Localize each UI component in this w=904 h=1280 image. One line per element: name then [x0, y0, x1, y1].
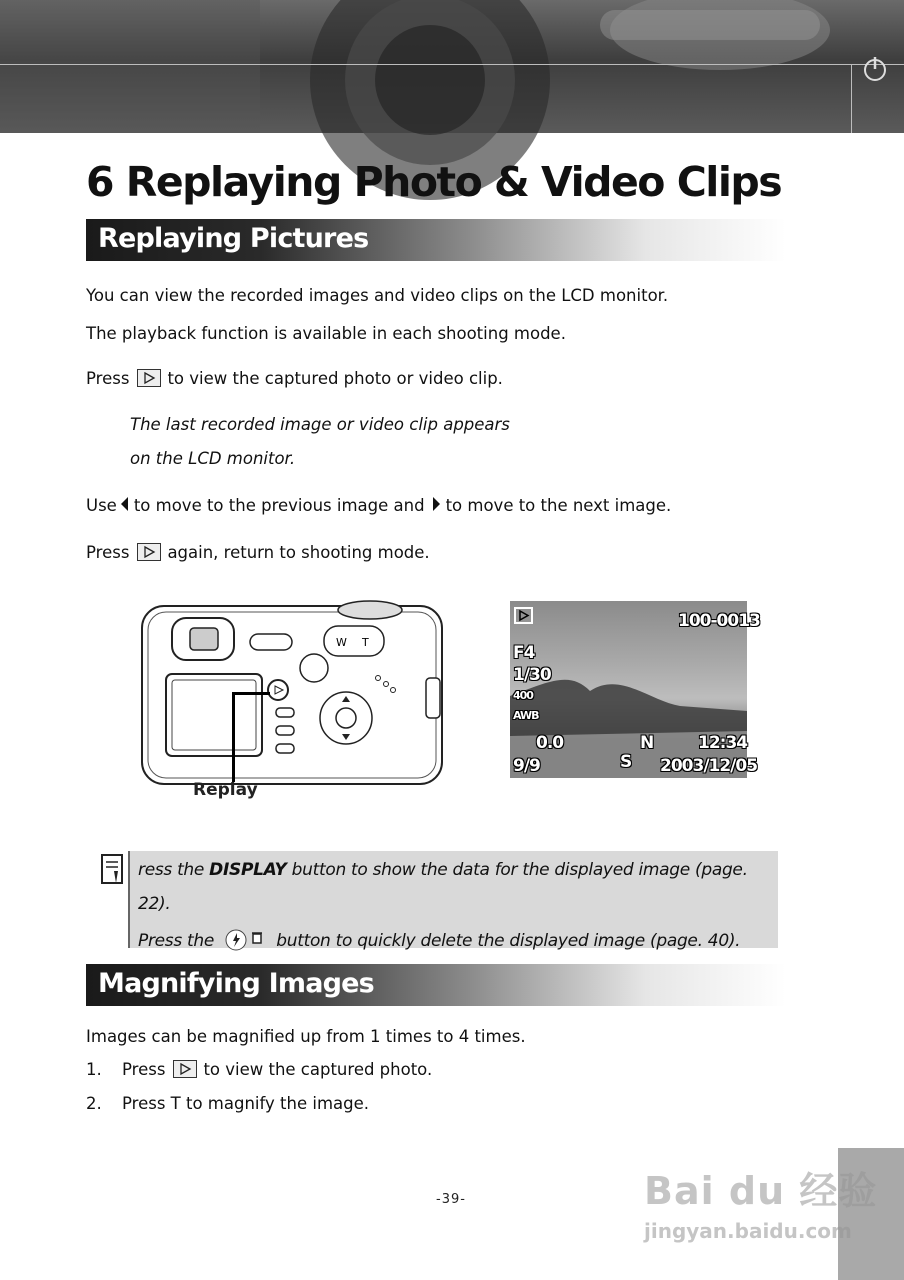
left-arrow-icon — [121, 497, 128, 511]
play-button-icon — [137, 369, 161, 387]
lcd-playback-screen — [510, 601, 760, 778]
chapter-title: 6 Replaying Photo & Video Clips — [86, 158, 782, 206]
paragraph: You can view the recorded images and video clips on the LCD monitor. — [86, 286, 669, 305]
section-heading-bar — [86, 219, 786, 261]
mode-indicator: N — [640, 733, 654, 753]
section-heading: Replaying Pictures — [98, 223, 369, 254]
step-2: 2. Press T to magnify the image. — [86, 1094, 369, 1113]
zoom-w-label: W — [336, 636, 347, 649]
shutter-value: 1/30 — [513, 665, 551, 685]
step-1: 1. Press to view the captured photo. — [86, 1060, 433, 1079]
instruction-press-play: Press to view the captured photo or video clip. — [86, 369, 503, 388]
file-number: 100-0013 — [678, 611, 760, 631]
italic-note: on the LCD monitor. — [130, 449, 296, 468]
power-icon — [860, 54, 890, 84]
white-balance: AWB — [513, 709, 539, 722]
image-count: 9/9 — [513, 756, 540, 776]
right-arrow-icon — [433, 497, 440, 511]
replay-button-label: Replay — [193, 780, 258, 800]
note-line-3: Press the button to quickly delete the displayed image (page. 40). — [138, 928, 740, 952]
watermark: Bai du 经验 jingyan.baidu.com — [644, 1169, 878, 1243]
note-line-1: ress the DISPLAY button to show the data for the displayed image (page. — [138, 860, 748, 880]
section-heading: Magnifying Images — [98, 968, 374, 999]
time-stamp: 12:34 — [698, 733, 748, 753]
note-line-2: 22). — [138, 894, 171, 914]
flash-delete-button-icon — [223, 928, 267, 952]
playback-mode-icon — [514, 607, 534, 625]
paragraph: Images can be magnified up from 1 times to 4 times. — [86, 1027, 526, 1046]
quality-indicator: S — [620, 752, 632, 772]
paragraph: The playback function is available in each shooting mode. — [86, 324, 566, 343]
instruction-press-again: Press again, return to shooting mode. — [86, 543, 430, 562]
aperture-value: F4 — [513, 643, 535, 663]
iso-value: 400 — [513, 689, 533, 702]
camera-photo-background — [0, 0, 904, 133]
header-banner — [0, 0, 904, 133]
section-heading-bar — [86, 964, 786, 1006]
exposure-value: 0.0 — [536, 733, 564, 753]
note-icon — [100, 853, 126, 887]
italic-note: The last recorded image or video clip appears — [130, 415, 510, 434]
camera-back-illustration — [138, 598, 448, 788]
date-stamp: 2003/12/05 — [660, 756, 758, 776]
zoom-t-label: T — [362, 636, 369, 649]
play-button-icon — [137, 543, 161, 561]
instruction-navigate: Use to move to the previous image and to move to the next image. — [86, 496, 672, 515]
page-number: -39- — [436, 1192, 466, 1207]
play-button-icon — [173, 1060, 197, 1078]
